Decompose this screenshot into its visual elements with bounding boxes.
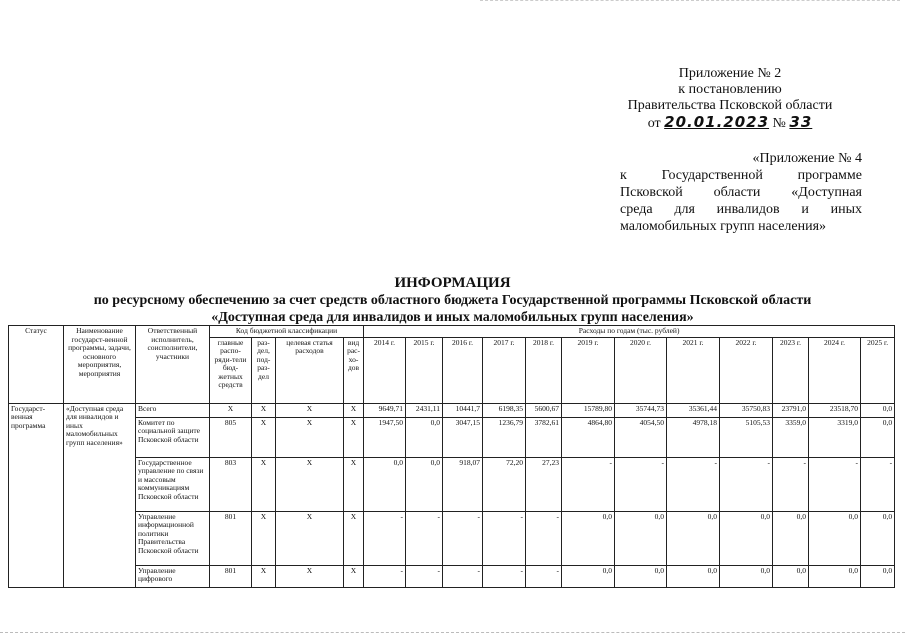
expense-value-cell: 0,0: [861, 417, 895, 457]
title-line3: «Доступная среда для инвалидов и иных маломобильных групп населения»: [211, 310, 694, 325]
expense-value-cell: -: [720, 457, 773, 511]
header-year: 2023 г.: [773, 337, 809, 403]
expense-value-cell: 3047,15: [443, 417, 483, 457]
expense-value-cell: 35744,73: [615, 403, 667, 417]
appendix-4-line4: среда для инвалидов и иных: [620, 202, 862, 217]
expense-value-cell: 918,07: [443, 457, 483, 511]
header-razdel: раз-дел, под-раз-дел: [252, 337, 276, 403]
date-prefix: от: [647, 116, 661, 131]
expense-value-cell: 15789,80: [562, 403, 615, 417]
header-status: Статус: [9, 326, 64, 404]
expense-value-cell: 6198,35: [483, 403, 526, 417]
header-executor: Ответственный исполнитель, соисполнители, участники: [136, 326, 210, 404]
header-year: 2020 г.: [615, 337, 667, 403]
target-cell: X: [276, 565, 344, 587]
number-prefix: №: [772, 116, 786, 131]
expense-value-cell: 4054,50: [615, 417, 667, 457]
expense-value-cell: -: [483, 511, 526, 565]
executor-cell: Управление информационной политики Правительства Псковской области: [136, 511, 210, 565]
document-title: [0, 275, 905, 326]
expense-value-cell: 0,0: [562, 565, 615, 587]
grbs-cell: 801: [210, 565, 252, 587]
expense-value-cell: 10441,7: [443, 403, 483, 417]
header-year: 2016 г.: [443, 337, 483, 403]
expense-value-cell: -: [526, 511, 562, 565]
appendix-2-line3: Правительства Псковской области: [627, 98, 833, 113]
expense-value-cell: 3782,61: [526, 417, 562, 457]
table-row: [9, 511, 895, 565]
header-year: 2022 г.: [720, 337, 773, 403]
expense-value-cell: 27,23: [526, 457, 562, 511]
razdel-cell: X: [252, 565, 276, 587]
target-cell: X: [276, 417, 344, 457]
grbs-cell: 803: [210, 457, 252, 511]
expense-value-cell: -: [861, 457, 895, 511]
table-body: [9, 403, 895, 587]
table-row: [9, 403, 895, 417]
header-year: 2015 г.: [406, 337, 443, 403]
expense-value-cell: 4864,80: [562, 417, 615, 457]
expense-value-cell: -: [406, 511, 443, 565]
expense-value-cell: 0,0: [615, 511, 667, 565]
expense-value-cell: -: [667, 457, 720, 511]
razdel-cell: X: [252, 457, 276, 511]
header-year: 2019 г.: [562, 337, 615, 403]
status-cell: Государст-венная программа: [9, 403, 64, 587]
expense-value-cell: 23518,70: [809, 403, 861, 417]
expense-value-cell: 5600,67: [526, 403, 562, 417]
expense-value-cell: -: [562, 457, 615, 511]
appendix-4-line2: к Государственной программе: [620, 168, 862, 183]
header-grbs: главные распо-ряди-тели бюд-жетных средств: [210, 337, 252, 403]
grbs-cell: 801: [210, 511, 252, 565]
header-year: 2018 г.: [526, 337, 562, 403]
expense-value-cell: -: [364, 511, 406, 565]
vid-cell: X: [344, 511, 364, 565]
expense-value-cell: 0,0: [861, 511, 895, 565]
expense-value-cell: 0,0: [861, 403, 895, 417]
expense-value-cell: 1947,50: [364, 417, 406, 457]
handwritten-date: 20.01.2023: [664, 113, 770, 131]
expense-value-cell: 35750,83: [720, 403, 773, 417]
table-row: [9, 417, 895, 457]
title-line1: ИНФОРМАЦИЯ: [394, 275, 511, 291]
expense-value-cell: -: [443, 511, 483, 565]
program-name-cell: «Доступная среда для инвалидов и иных маломобильных групп населения»: [64, 403, 136, 587]
header-year: 2021 г.: [667, 337, 720, 403]
vid-cell: X: [344, 565, 364, 587]
expense-value-cell: 0,0: [773, 565, 809, 587]
expense-value-cell: 9649,71: [364, 403, 406, 417]
handwritten-number: 33: [789, 113, 813, 131]
decree-date-line: [600, 114, 860, 132]
expense-value-cell: 0,0: [364, 457, 406, 511]
appendix-4-line5: маломобильных групп населения»: [620, 219, 827, 234]
expense-value-cell: 0,0: [615, 565, 667, 587]
target-cell: X: [276, 457, 344, 511]
expense-value-cell: 72,20: [483, 457, 526, 511]
expense-value-cell: -: [406, 565, 443, 587]
expense-value-cell: 2431,11: [406, 403, 443, 417]
header-year: 2017 г.: [483, 337, 526, 403]
target-cell: X: [276, 511, 344, 565]
appendix-4-line1: «Приложение № 4: [752, 151, 862, 166]
expense-value-cell: 0,0: [406, 457, 443, 511]
appendix-2-header: [600, 66, 860, 132]
appendix-4-header: [620, 150, 862, 235]
expense-value-cell: -: [615, 457, 667, 511]
table-row: [9, 565, 895, 587]
appendix-4-line3: Псковской области «Доступная: [620, 185, 862, 200]
expense-value-cell: 0,0: [861, 565, 895, 587]
expense-value-cell: 23791,0: [773, 403, 809, 417]
grbs-cell: 805: [210, 417, 252, 457]
table-header: [9, 326, 895, 404]
expense-value-cell: 4978,18: [667, 417, 720, 457]
expense-value-cell: -: [773, 457, 809, 511]
expense-value-cell: 0,0: [720, 565, 773, 587]
target-cell: X: [276, 403, 344, 417]
title-line2: по ресурсному обеспечению за счет средств областного бюджета Государственной программы Псковской области: [93, 293, 812, 308]
expense-value-cell: 5105,53: [720, 417, 773, 457]
expense-value-cell: 3359,0: [773, 417, 809, 457]
executor-cell: Государственное управление по связи и массовым коммуникациям Псковской области: [136, 457, 210, 511]
executor-cell: Комитет по социальной защите Псковской области: [136, 417, 210, 457]
expense-value-cell: 0,0: [809, 511, 861, 565]
expense-value-cell: 35361,44: [667, 403, 720, 417]
razdel-cell: X: [252, 417, 276, 457]
expense-value-cell: 0,0: [667, 565, 720, 587]
expense-value-cell: 0,0: [720, 511, 773, 565]
header-year: 2025 г.: [861, 337, 895, 403]
executor-cell: Управление цифрового: [136, 565, 210, 587]
grbs-cell: X: [210, 403, 252, 417]
expense-value-cell: 0,0: [406, 417, 443, 457]
header-codes: Код бюджетной классификации: [210, 326, 364, 338]
expense-value-cell: 0,0: [562, 511, 615, 565]
table-row: [9, 457, 895, 511]
vid-cell: X: [344, 417, 364, 457]
expense-value-cell: 0,0: [809, 565, 861, 587]
header-vid: вид рас-хо-дов: [344, 337, 364, 403]
scan-artifact-bottom: [0, 632, 905, 635]
expense-value-cell: 0,0: [773, 511, 809, 565]
expense-value-cell: 0,0: [667, 511, 720, 565]
header-year: 2014 г.: [364, 337, 406, 403]
expense-value-cell: -: [483, 565, 526, 587]
expense-value-cell: 3319,0: [809, 417, 861, 457]
appendix-2-line1: Приложение № 2: [678, 66, 782, 81]
header-year: 2024 г.: [809, 337, 861, 403]
razdel-cell: X: [252, 511, 276, 565]
appendix-2-line2: к постановлению: [678, 82, 782, 97]
expense-value-cell: -: [364, 565, 406, 587]
scan-artifact-top: [480, 0, 900, 3]
vid-cell: X: [344, 457, 364, 511]
expense-value-cell: -: [809, 457, 861, 511]
razdel-cell: X: [252, 403, 276, 417]
resource-table: [8, 325, 895, 588]
expense-value-cell: -: [443, 565, 483, 587]
executor-cell: Всего: [136, 403, 210, 417]
header-expenses: Расходы по годам (тыс. рублей): [364, 326, 895, 338]
header-name: Наименование государст-венной программы, задачи, основного мероприятия, мероприятия: [64, 326, 136, 404]
vid-cell: X: [344, 403, 364, 417]
expense-value-cell: -: [526, 565, 562, 587]
header-target: целевая статья расходов: [276, 337, 344, 403]
expense-value-cell: 1236,79: [483, 417, 526, 457]
